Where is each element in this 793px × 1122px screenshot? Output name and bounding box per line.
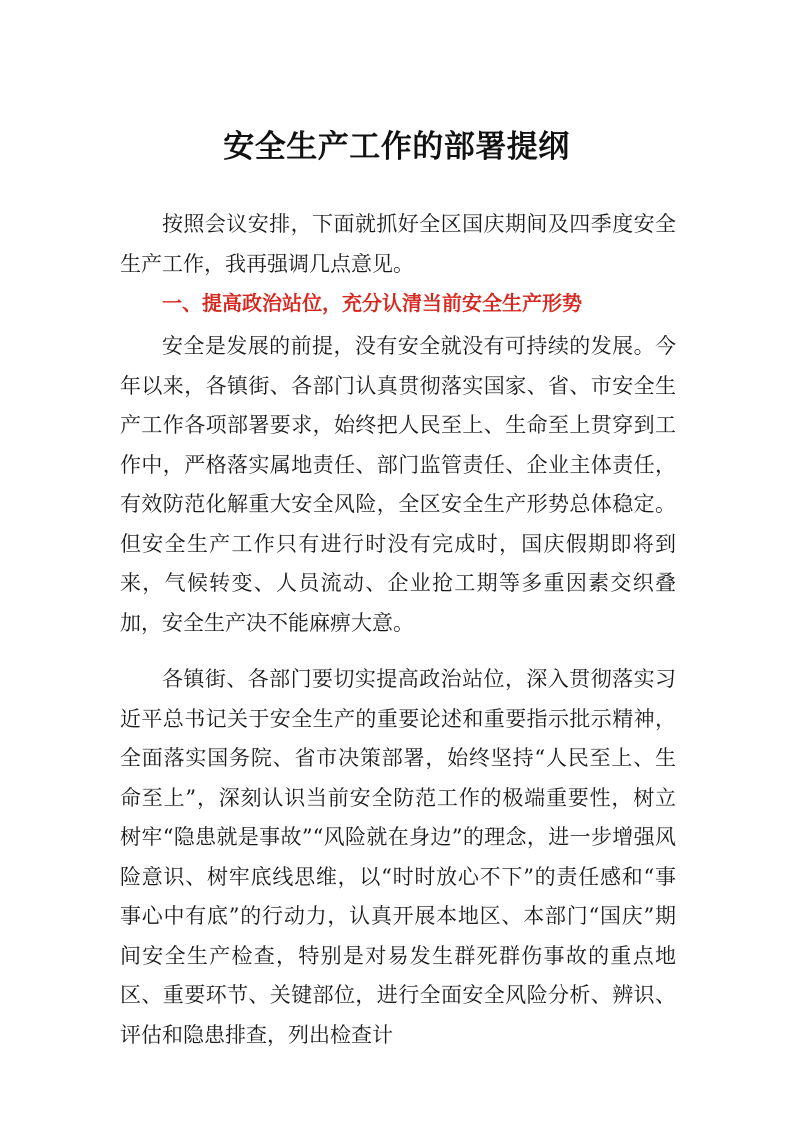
intro-paragraph: 按照会议安排，下面就抓好全区国庆期间及四季度安全生产工作，我再强调几点意见。 (120, 212, 676, 276)
body-paragraph: 各镇街、各部门要切实提高政治站位，深入贯彻落实习近平总书记关于安全生产的重要论述和重要指示批示精神，全面落实国务院、省市决策部署，始终坚持“人民至上、生命至上”，深刻认识当前安全防范工作的极端重要性，树立树牢“隐患就是事故”“风险就在身边”的理念，进一步增强风险意识、树牢底线思维，以“时时放心不下”的责任感和“事事心中有底”的行动力，认真开展本地区、本部门“国庆”期间安全生产检查，特别是对易发生群死群伤事故的重点地区、重要环节、关键部位，进行全面安全风险分析、辨识、评估和隐患排查，列出检查计 (120, 667, 676, 1047)
document-title: 安全生产工作的部署提纲 (223, 129, 570, 165)
body-paragraph: 安全是发展的前提，没有安全就没有可持续的发展。今年以来，各镇街、各部门认真贯彻落实国家、省、市安全生产工作各项部署要求，始终把人民至上、生命至上贯穿到工作中，严格落实属地责任、部门监管责任、企业主体责任，有效防范化解重大安全风险，全区安全生产形势总体稳定。但安全生产工作只有进行时没有完成时，国庆假期即将到来，气候转变、人员流动、企业抢工期等多重因素交织叠加，安全生产决不能麻痹大意。 (120, 334, 676, 635)
section-heading: 一、提高政治站位，充分认清当前安全生产形势 (162, 291, 582, 315)
